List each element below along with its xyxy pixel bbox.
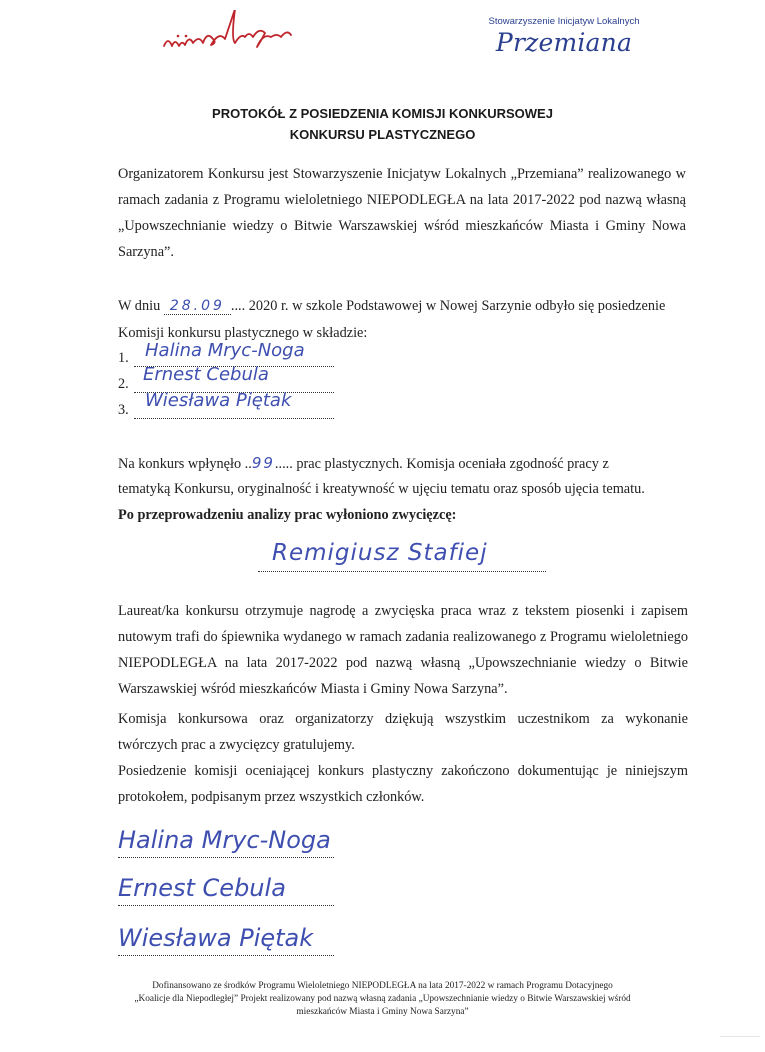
document-title: PROTOKÓŁ Z POSIEDZENIA KOMISJI KONKURSOWEJ [212,106,553,121]
submissions-count-handwritten: 99 [251,454,275,472]
signature-2: Ernest Cebula [118,874,286,902]
footer-line-2: „Koalicje dla Niepodległej” Projekt realizowany pod nazwą własną zadania „Upowszechnianie wiedzy o Bitwie Warszawskiej wśród [134,994,631,1004]
signature-1-dotline [118,857,334,858]
winner-dotline [258,571,546,572]
niepodlegla-logo [160,10,335,58]
signature-1: Halina Mryc-Noga [118,826,331,854]
scan-mark [720,1036,760,1047]
member-3-name: Wiesława Piętak [145,390,292,411]
member-2-num: 2. [118,376,129,392]
signature-3: Wiesława Piętak [118,924,314,952]
submissions-prefix: Na konkurs wpłynęło .. [118,456,252,472]
member-1-num: 1. [118,350,129,366]
footer-line-1: Dofinansowano ze środków Programu Wieloletniego NIEPODLEGŁA na lata 2017-2022 w ramach Programu Dotacyjnego [152,981,613,991]
winner-heading: Po przeprowadzeniu analizy prac wyłoniono zwycięzcę: [118,507,457,523]
closing-paragraph-3: Posiedzenie komisji oceniającej konkurs plastyczny zakończono dokumentując je niniejszym protokołem, podpisanym przez wszystkich członków. [118,763,688,805]
signature-3-dotline [118,955,334,956]
organization-name: Stowarzyszenie Inicjatyw Lokalnych [488,16,640,27]
meeting-line2: Komisji konkursu plastycznego w składzie: [118,325,368,341]
signature-2-dotline [118,905,334,906]
member-3-num: 3. [118,402,129,418]
submissions-line2: tematyką Konkursu, oryginalność i kreatywność w ujęciu tematu oraz sposób ujęcia tematu. [118,481,645,497]
brand-name: Przemiana [495,28,633,57]
footer-line-3: mieszkańców Miasta i Gminy Nowa Sarzyna” [296,1007,469,1017]
submissions-suffix: ..... prac plastycznych. Komisja oceniała zgodność pracy z [274,456,609,472]
winner-name: Remigiusz Stafiej [272,540,488,566]
meeting-date-handwritten: 28.09 [164,298,231,315]
meeting-prefix: W dniu [118,298,164,314]
member-3-dotline [134,418,334,419]
submissions-line [118,450,609,477]
intro-paragraph: Organizatorem Konkursu jest Stowarzyszenie Inicjatyw Lokalnych „Przemiana” realizowanego w ramach zadania z Programu wieloletniego NIEPODLEGŁA na lata 2017-2022 pod nazwą własną „Upowszechnianie wiedzy o Bitwie Warszawskiej wśród mieszkańców Miasta i Gminy Nowa Sarzyna”. [118,166,686,260]
member-1-name: Halina Mryc-Noga [145,340,305,361]
meeting-date-line [118,293,665,319]
funding-footer [70,980,695,1019]
closing-paragraph-1: Laureat/ka konkursu otrzymuje nagrodę a zwycięska praca wraz z tekstem piosenki i zapisem nutowym trafi do śpiewnika wydanego w ramach zadania realizowanego z Programu wieloletniego NIEPODLEGŁA na lata 2017-2022 pod nazwą własną „Upowszechnianie wiedzy o Bitwie Warszawskiej wśród mieszkańców Miasta i Gminy Nowa Sarzyna”. [118,603,688,697]
closing-paragraph-2: Komisja konkursowa oraz organizatorzy dziękują wszystkim uczestnikom za wykonanie twórczych prac a zwycięzcy gratulujemy. [118,711,688,753]
member-2-name: Ernest Cebula [143,364,269,385]
document-subtitle: KONKURSU PLASTYCZNEGO [289,127,476,142]
meeting-suffix: .... 2020 r. w szkole Podstawowej w Nowej Sarzynie odbyło się posiedzenie [230,298,666,314]
